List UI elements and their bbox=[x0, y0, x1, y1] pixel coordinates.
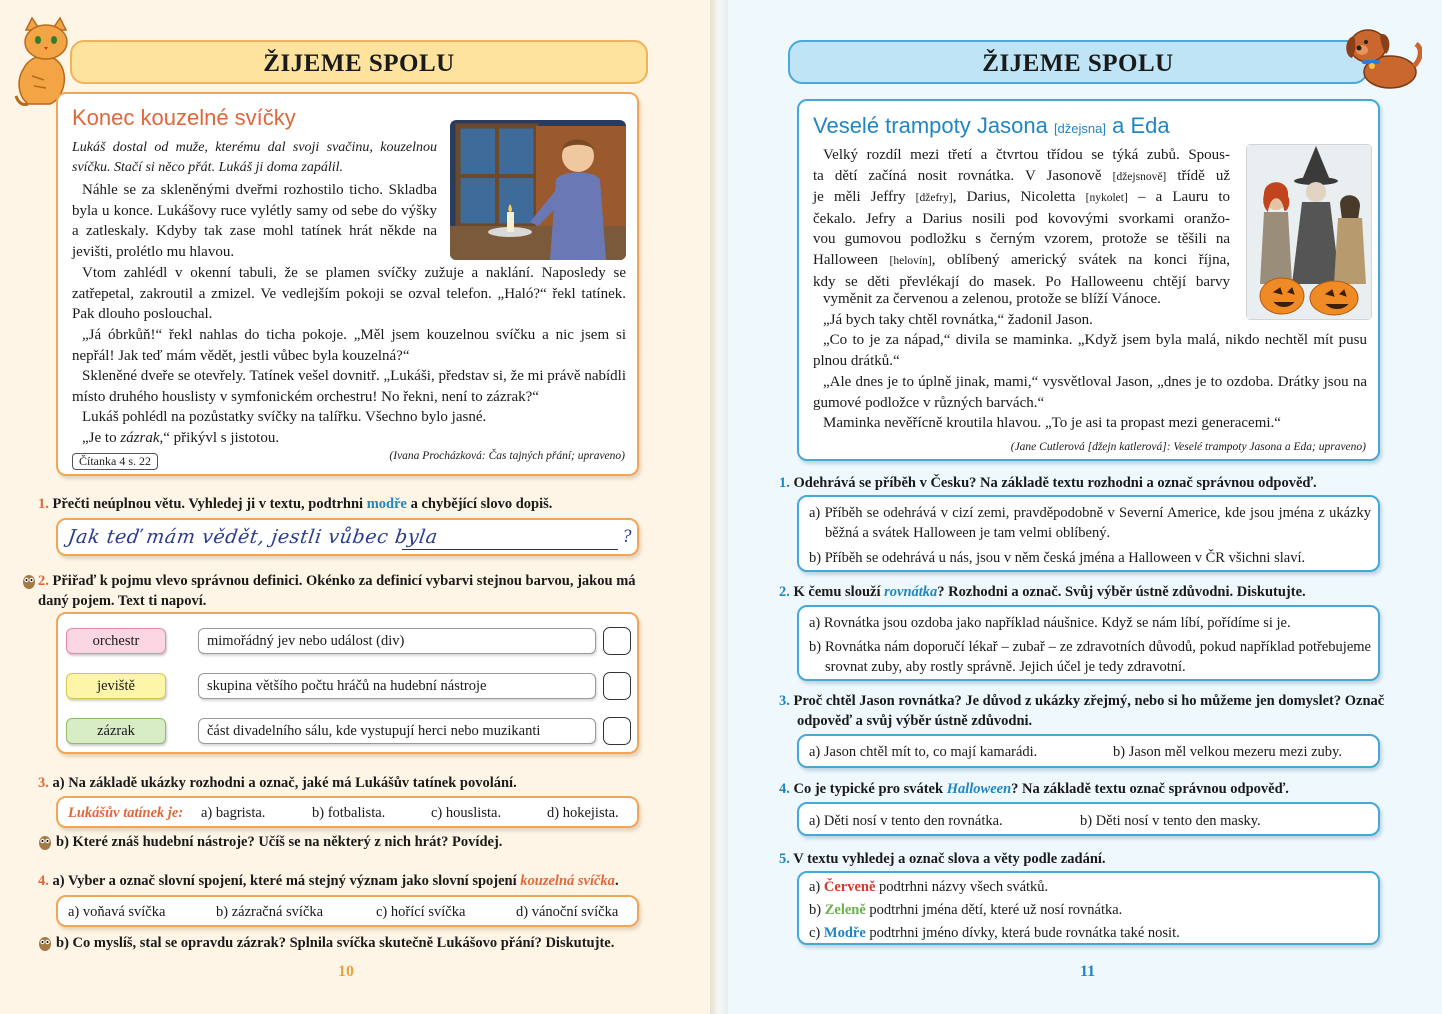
citanka-label: Čítanka 4 s. 22 bbox=[72, 453, 158, 470]
q3-option-a[interactable]: a) Jason chtěl mít to, co mají kamarádi. bbox=[809, 744, 1038, 760]
definition-2-checkbox[interactable] bbox=[603, 672, 631, 700]
q3-prompt: 3. a) Na základě ukázky rozhodni a označ, jaké má Lukášův tatínek povolání. bbox=[38, 775, 517, 791]
q3-option-prompt: Lukášův tatínek je: bbox=[68, 805, 184, 821]
story-paragraph-2: „Já bych taky chtěl rovnátka,“ žadonil Jason. bbox=[823, 312, 1093, 328]
q1-prompt: 1. Přečti neúplnou větu. Vyhledej ji v textu, podtrhni modře a chybějící slovo dopiš. bbox=[38, 496, 553, 512]
definition-3-checkbox[interactable] bbox=[603, 717, 631, 745]
q1-prompt: 1. Odehrává se příběh v Česku? Na základě textu rozhodni a označ správnou odpověď. bbox=[779, 475, 1317, 491]
story-paragraph-1: Náhle se za skleněnými dveřmi rozhostilo ticho. Skladba byla u konce. Lukášovy ruce vylétly samy od sebe do výšky a zatleskaly. Kdyby tak zase mohl tatínek hrát někde na jevišti, prolétlo mu hlavou. bbox=[72, 182, 437, 260]
q4-options-box bbox=[797, 802, 1380, 836]
page-header: ŽIJEME SPOLU bbox=[788, 40, 1368, 84]
q5-task-b: b) Zeleně podtrhni jména dětí, které už nosí rovnátka. bbox=[809, 902, 1123, 918]
q4b-prompt: b) Co myslíš, stal se opravdu zázrak? Splnila svíčka skutečně Lukášovo přání? Diskutujte. bbox=[56, 935, 615, 951]
q2-prompt: 2. K čemu slouží rovnátka? Rozhodni a označ. Svůj výběr ústně zdůvodni. Diskutujte. bbox=[779, 584, 1306, 600]
story-source: (Jane Cutlerová [džejn katlerová]: Veselé trampoty Jasona a Eda; upraveno) bbox=[1010, 441, 1366, 453]
owl-icon bbox=[38, 834, 52, 850]
q5-task-c: c) Modře podtrhni jméno dívky, která bude rovnátka také nosit. bbox=[809, 925, 1180, 941]
story-paragraph-3: „Já óbrkůň!“ řekl nahlas do ticha pokoje. „Měl jsem kouzelnou svíčku a nic jsem si nepřál! Jak teď mám vědět, jestli vůbec byla kouzelná?“ bbox=[72, 327, 626, 364]
owl-icon bbox=[38, 935, 52, 951]
q3-option-c[interactable]: c) houslista. bbox=[431, 805, 502, 821]
handwritten-sentence: Jak teď mám vědět, jestli vůbec byla bbox=[66, 526, 440, 548]
story-intro: Lukáš dostal od muže, kterému dal svoji svačinu, kouzelnou svíčku. Stačí si něco přát. Lukáš ji doma zapálil. bbox=[72, 140, 437, 175]
q4-option-d[interactable]: d) vánoční svíčka bbox=[516, 904, 619, 920]
q1-option-b[interactable]: b) Příběh se odehrává u nás, jsou v něm česká jména a Halloween v ČR všichni slaví. bbox=[809, 550, 1306, 566]
q5-tasks-box bbox=[797, 871, 1380, 945]
story-paragraph-1-end: vyměnit za červenou a zelenou, protože se blíží Vánoce. bbox=[823, 291, 1161, 307]
story-paragraph-4: Skleněné dveře se otevřely. Tatínek vešel dovnitř. „Lukáši, představ si, že mi právě nabídli místo druhého houslisty v symfonickém orchestru! No řekni, není to zázrak?“ bbox=[72, 368, 626, 405]
q4-option-c[interactable]: c) hořící svíčka bbox=[376, 904, 466, 920]
dog-illustration bbox=[1342, 18, 1422, 92]
definition-3: část divadelního sálu, kde vystupují herci nebo muzikanti bbox=[198, 718, 596, 744]
boy-candle-illustration bbox=[450, 120, 626, 260]
story-paragraph-6: „Je to zázrak,“ přikývl s jistotou. bbox=[82, 430, 280, 446]
q3-option-a[interactable]: a) bagrista. bbox=[201, 805, 266, 821]
q2-option-a[interactable]: a) Rovnátka jsou ozdoba jako například náušnice. Když se nám líbí, pořídíme si je. bbox=[809, 615, 1291, 631]
story-paragraph-4: „Ale dnes je to úplně jinak, mami,“ vysvětloval Jason, „dnes je to ozdoba. Drátky jsou na gumové podložce v různých barvách.“ bbox=[813, 374, 1367, 411]
owl-icon bbox=[22, 573, 36, 589]
q2-matching-box bbox=[56, 612, 639, 754]
q5-prompt: 5. V textu vyhledej a označ slova a věty podle zadání. bbox=[779, 851, 1106, 867]
term-zazrak[interactable]: zázrak bbox=[66, 718, 166, 744]
story-box bbox=[56, 92, 639, 476]
q4-prompt: 4. a) Vyber a označ slovní spojení, které má stejný význam jako slovní spojení kouzelná svíčka. bbox=[38, 873, 619, 889]
q4-option-b[interactable]: b) Děti nosí v tento den masky. bbox=[1080, 813, 1261, 829]
definition-2: skupina většího počtu hráčů na hudební nástroje bbox=[198, 673, 596, 699]
q3b-prompt: b) Které znáš hudební nástroje? Učíš se na některý z nich hrát? Povídej. bbox=[56, 834, 503, 850]
q3-prompt: 3. Proč chtěl Jason rovnátka? Je důvod z ukázky zřejmý, nebo si ho můžeme jen domyslet? Označ odpověď a svůj výběr ústně zdůvodni. bbox=[779, 693, 1385, 729]
right-page bbox=[728, 0, 1442, 1014]
q1-option-a[interactable]: a) Příběh se odehrává v cizí zemi, pravděpodobně v Severní Americe, kde jsou jména z ukázky běžná a svátek Halloween je tam velmi oblíbený. bbox=[809, 505, 1371, 541]
page-header: ŽIJEME SPOLU bbox=[70, 40, 648, 84]
term-jeviste[interactable]: jeviště bbox=[66, 673, 166, 699]
q4-option-a[interactable]: a) Děti nosí v tento den rovnátka. bbox=[809, 813, 1003, 829]
term-orchestr[interactable]: orchestr bbox=[66, 628, 166, 654]
q3-options-box bbox=[797, 734, 1380, 768]
story-title: Veselé trampoty Jasona [džejsna] a Eda bbox=[813, 113, 1170, 138]
page-number: 11 bbox=[1080, 963, 1096, 980]
story-paragraph-5: Lukáš pohlédl na pozůstatky svíčky na talířku. Všechno bylo jasné. bbox=[82, 409, 487, 425]
q4-prompt: 4. Co je typické pro svátek Halloween? Na základě textu označ správnou odpověď. bbox=[779, 781, 1289, 797]
story-paragraph-2: Vtom zahlédl v okenní tabuli, že se plamen svíčky zužuje a naklání. Naposledy se zatřepetal, zakroutil a zmizel. Ve vedlejším pokoji se ozval telefon. „Haló?“ řekl tatínek. Pak dlouho poslouchal. bbox=[72, 265, 626, 323]
page-number: 10 bbox=[338, 963, 354, 980]
q4-option-a[interactable]: a) voňavá svíčka bbox=[68, 904, 166, 920]
story-paragraph-1: Velký rozdíl mezi třetí a čtvrtou třídou se týká zubů. Spous- ta dětí začíná nosit rovnátka. V Jasonově [džejsnově] třídě už je měli Jeffry [džefry], Darius, Nicoletta [nykolet] – a Lauru to čekalo. Jefry a Darius nosili pod kovovými svorkami oranžo- vou gumovou podložku s černým vzorem, protože se těšili na Halloween [helovín], oblíbený americký svátek na konci října, kdy se děti převlékají do masek. Po Halloweenu chtějí barvy bbox=[813, 147, 1231, 290]
story-paragraph-5: Maminka nevěřícně kroutila hlavou. „To je asi ta propast mezi generacemi.“ bbox=[823, 415, 1281, 431]
q4-options-box bbox=[56, 895, 639, 927]
q3-option-d[interactable]: d) hokejista. bbox=[547, 805, 619, 821]
halloween-kids-illustration bbox=[1246, 144, 1372, 320]
story-title: Konec kouzelné svíčky bbox=[72, 105, 296, 130]
definition-1: mimořádný jev nebo událost (div) bbox=[198, 628, 596, 654]
left-page bbox=[0, 0, 710, 1014]
q5-task-a: a) Červeně podtrhni názvy všech svátků. bbox=[809, 879, 1049, 895]
story-paragraph-3: „Co to je za nápad,“ divila se maminka. „Když jsem byla malá, nikdo nechtěl mít pusu plnou drátků.“ bbox=[813, 332, 1367, 369]
missing-word-blank[interactable] bbox=[402, 549, 618, 550]
q4-option-b[interactable]: b) zázračná svíčka bbox=[216, 904, 324, 920]
q2-prompt: 2. Přiřaď k pojmu vlevo správnou definici. Okénko za definicí vybarvi stejnou barvou, jakou má daný pojem. Text ti napoví. bbox=[38, 573, 636, 609]
q1-question-mark: ? bbox=[622, 526, 632, 547]
q1-answer-box bbox=[56, 518, 639, 556]
q3-options-box bbox=[56, 796, 639, 828]
q2-option-b[interactable]: b) Rovnátka nám doporučí lékař – zubař – ze zdravotních důvodů, pokud například potřebujeme srovnat zuby, aby rostly správně. Jejich účel je tedy zdravotní. bbox=[809, 639, 1371, 675]
story-source: (Ivana Procházková: Čas tajných přání; upraveno) bbox=[389, 450, 625, 462]
q3-option-b[interactable]: b) Jason měl velkou mezeru mezi zuby. bbox=[1113, 744, 1342, 760]
book-spine bbox=[710, 0, 728, 1014]
story-box bbox=[797, 99, 1380, 461]
q1-options-box bbox=[797, 495, 1380, 572]
q2-options-box bbox=[797, 605, 1380, 681]
definition-1-checkbox[interactable] bbox=[603, 627, 631, 655]
q3-option-b[interactable]: b) fotbalista. bbox=[312, 805, 386, 821]
